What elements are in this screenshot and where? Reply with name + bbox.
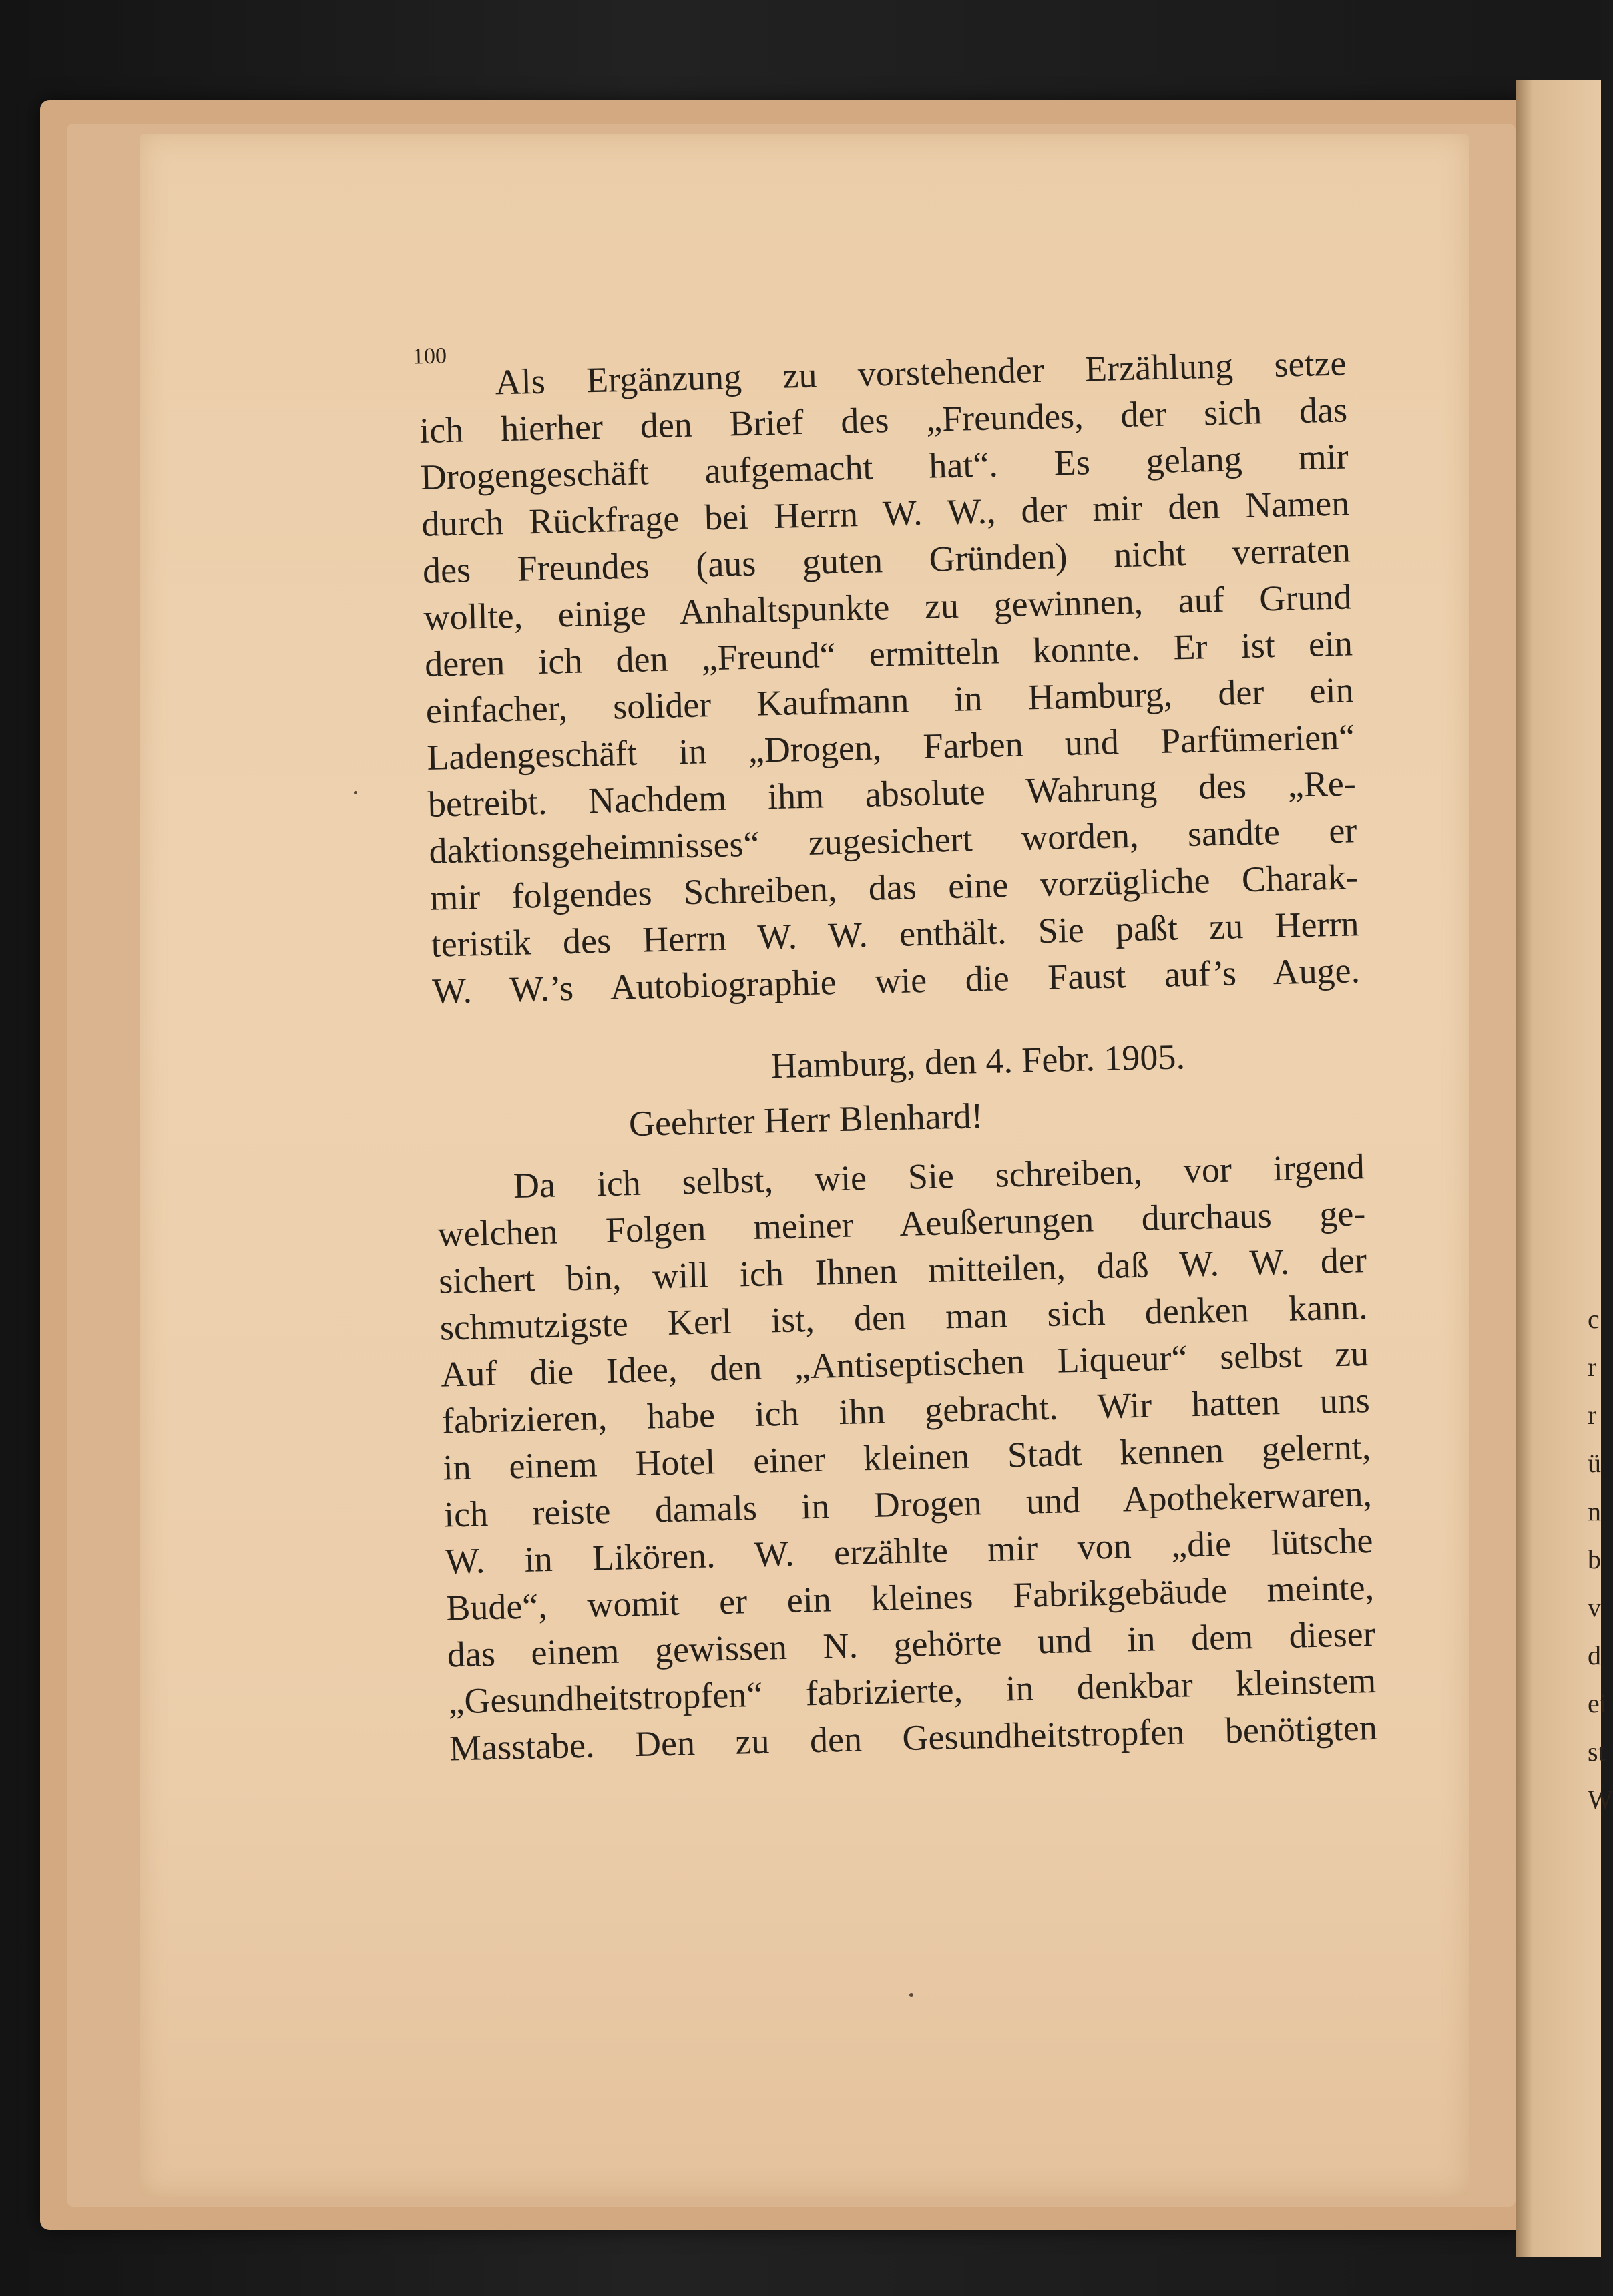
facing-letter: ei [1588, 1688, 1607, 1718]
letter-line: W. in Likören. W. erzählte mir von „die lütsche [445, 1520, 1374, 1582]
intro-line: daktionsgeheimnisses“ zugesichert worden, sandte er [428, 810, 1357, 871]
facing-letter: c [1588, 1304, 1600, 1334]
intro-line: durch Rückfrage bei Herrn W. W., der mir den Namen [421, 483, 1350, 544]
letter-line: Bude“, womit er ein kleines Fabrikgebäude meinte, [445, 1566, 1375, 1628]
letter-line: ich reiste damals in Drogen und Apothekerwaren, [443, 1473, 1373, 1535]
letter-line: in einem Hotel einer kleinen Stadt kennen gelernt, [442, 1427, 1371, 1488]
letter-line: schmutzigste Kerl ist, den man sich denken kann. [439, 1287, 1369, 1348]
facing-letter: n [1588, 1496, 1601, 1526]
intro-line: teristik des Herrn W. W. enthält. Sie paßt zu Herrn [431, 903, 1360, 965]
page-speck [909, 1993, 913, 1997]
facing-letter: r [1588, 1352, 1597, 1382]
facing-letter: W [1588, 1785, 1613, 1815]
letter-line: Masstabe. Den zu den Gesundheitstropfen benötigten [449, 1706, 1378, 1769]
intro-line: einfacher, solider Kaufmann in Hamburg, der ein [425, 670, 1355, 731]
letter-line: Auf die Idee, den „Antiseptischen Liqueur“ selbst zu [440, 1333, 1369, 1395]
facing-letter: v [1588, 1592, 1601, 1622]
letter-line: „Gesundheitstropfen“ fabrizierte, in denkbar kleinstem [447, 1660, 1377, 1722]
intro-line: betreibt. Nachdem ihm absolute Wahrung des „Re- [427, 763, 1357, 825]
facing-letter: d [1588, 1640, 1601, 1670]
intro-line: Ladengeschäft in „Drogen, Farben und Parfümerien“ [426, 716, 1355, 778]
page-number: 100 [412, 343, 447, 369]
intro-line: Als Ergänzung zu vorstehender Erzählung setze [494, 342, 1347, 403]
facing-letter: r [1588, 1400, 1597, 1430]
letter-line: das einem gewissen N. gehörte und in dem dieser [447, 1613, 1376, 1675]
margin-speck [354, 791, 357, 794]
letter-line: welchen Folgen meiner Aeußerungen durchaus ge- [437, 1193, 1366, 1254]
facing-page [1516, 80, 1613, 2257]
facing-page-text [1588, 1295, 1613, 1824]
page-body [417, 312, 1378, 1771]
letter-line: sichert bin, will ich Ihnen mitteilen, daß W. W. der [438, 1240, 1367, 1301]
letter-salutation: Geehrter Herr Blenhard! [628, 1096, 984, 1144]
intro-line: des Freundes (aus guten Gründen) nicht verraten [422, 529, 1351, 591]
facing-letter: ü [1588, 1448, 1601, 1478]
letter-line: Da ich selbst, wie Sie schreiben, vor irgend [513, 1146, 1365, 1206]
facing-letter: st [1588, 1737, 1606, 1767]
intro-line: Drogengeschäft aufgemacht hat“. Es gelang mir [420, 436, 1349, 497]
intro-line: deren ich den „Freund“ ermitteln konnte. Er ist ein [424, 623, 1353, 684]
intro-line: wollte, einige Anhaltspunkte zu gewinnen, auf Grund [423, 576, 1352, 638]
letter-date: Hamburg, den 4. Febr. 1905. [770, 1036, 1186, 1086]
facing-letter: b [1588, 1544, 1601, 1574]
intro-line: W. W.’s Autobiographie wie die Faust auf’s Auge. [431, 950, 1361, 1011]
intro-line: ich hierher den Brief des „Freundes, der sich das [419, 389, 1348, 451]
letter-line: fabrizieren, habe ich ihn gebracht. Wir hatten uns [441, 1380, 1371, 1441]
intro-line: mir folgendes Schreiben, das eine vorzügliche Charak- [429, 857, 1359, 918]
